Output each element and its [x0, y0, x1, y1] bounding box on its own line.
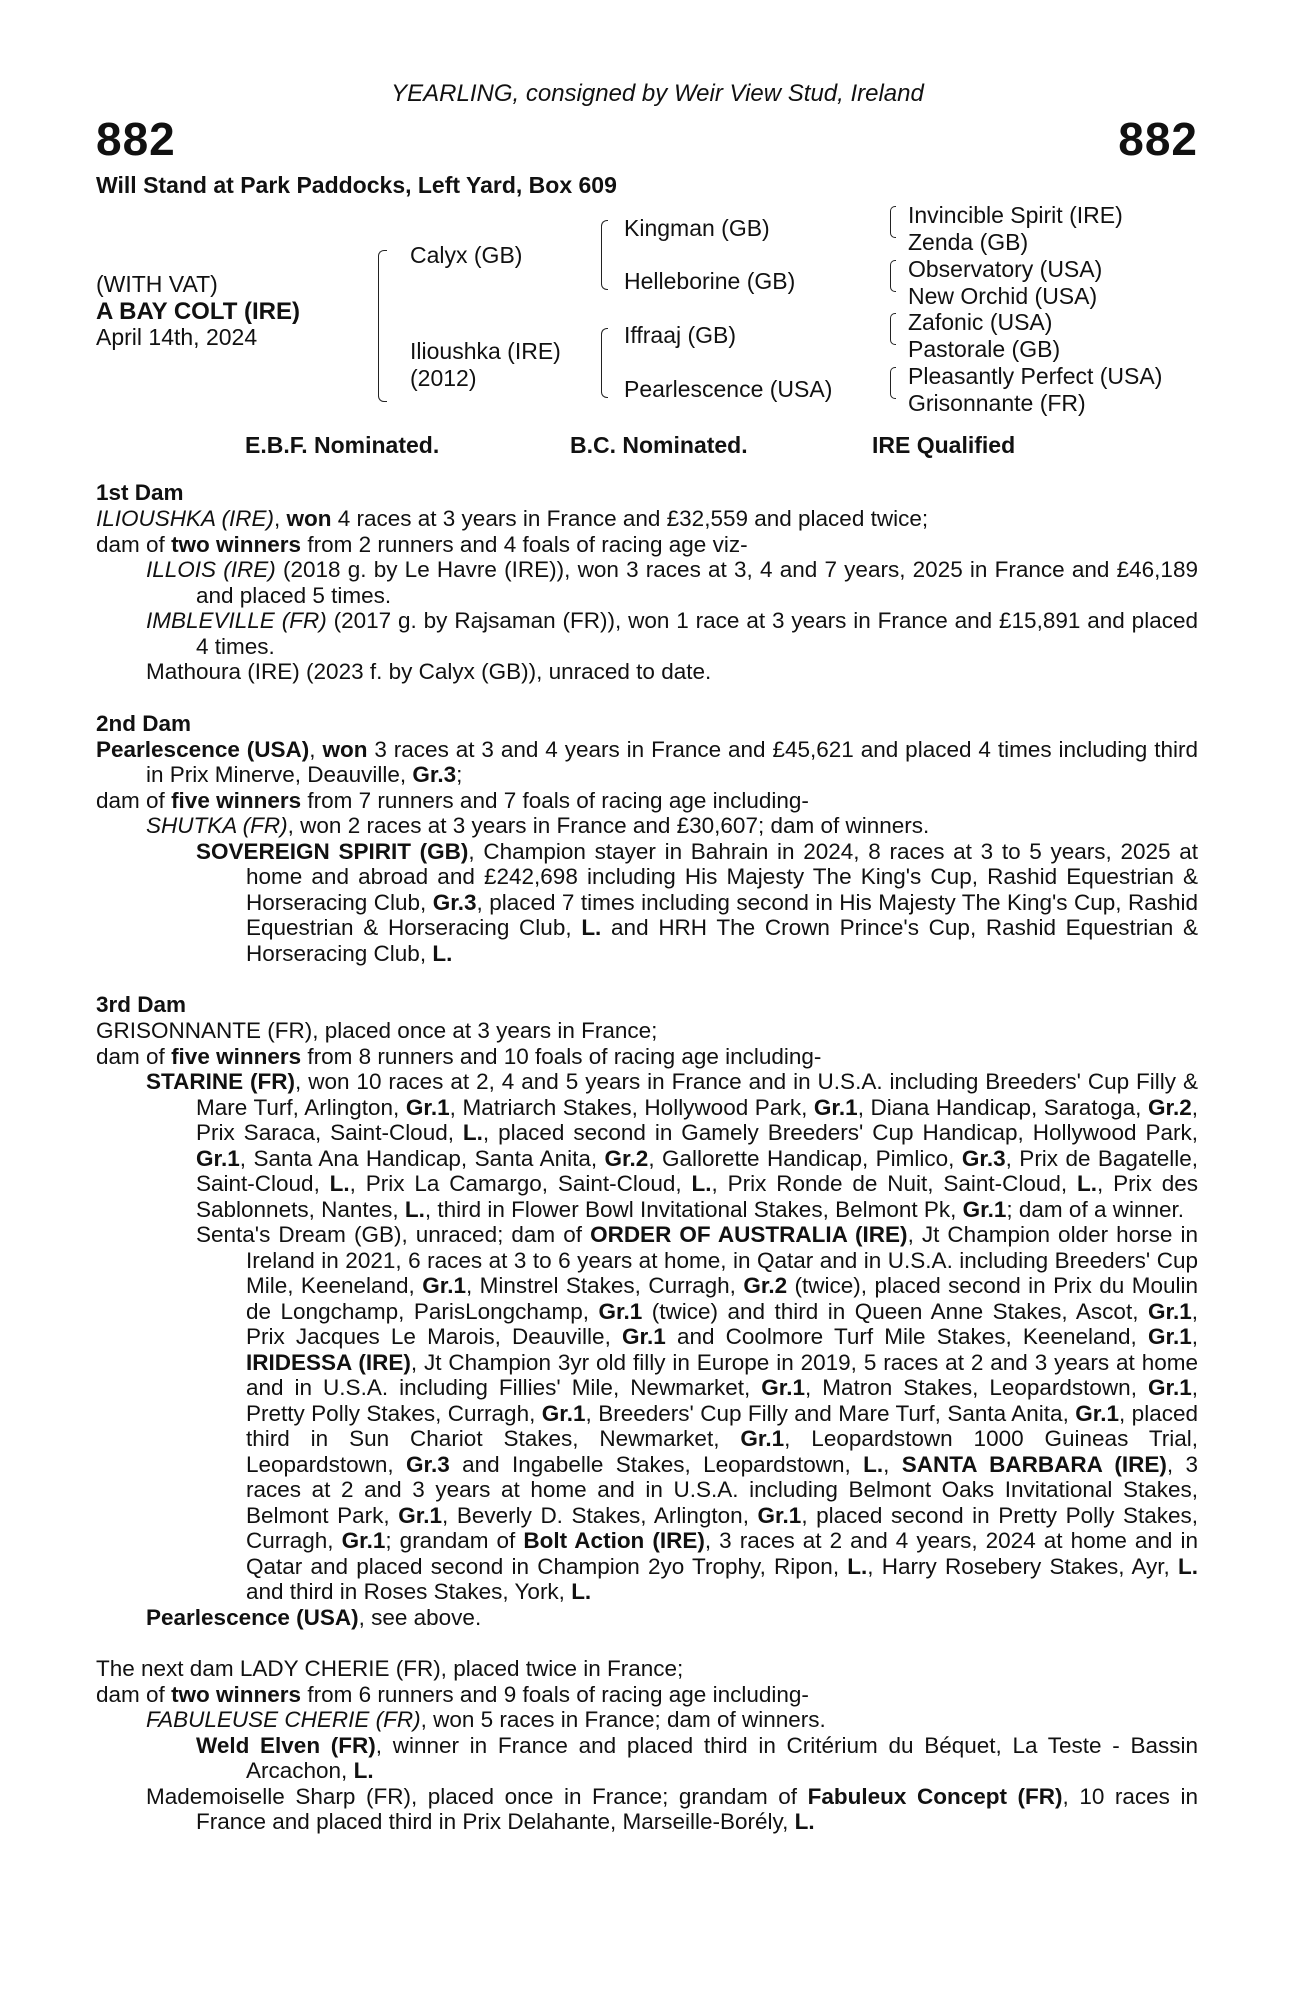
lot-number-right: 882	[1118, 113, 1198, 165]
produce-suffix: from 6 runners and 9 foals of racing age including-	[307, 1681, 809, 1707]
pedigree-brace-sire	[601, 220, 608, 290]
pedigree-sire: Calyx (GB)	[410, 242, 523, 268]
foal-record: (2017 g. by Rajsaman (FR)), won 1 race at 3 years in France and £15,891 and placed 4 times.	[196, 608, 1198, 659]
listed-label: L.	[794, 1809, 815, 1834]
listed-label: L.	[432, 940, 453, 966]
produce-suffix: from 7 runners and 7 foals of racing age including-	[307, 787, 809, 813]
pedigree-g3-3: Observatory (USA)	[908, 256, 1103, 282]
next-dam-foal-mademoiselle	[96, 1784, 1198, 1835]
pedigree-brace-dam	[601, 328, 608, 398]
foal-record: , won 5 races in France; dam of winners.	[420, 1707, 826, 1732]
pedigree-dam: Ilioushka (IRE)	[410, 338, 561, 364]
third-dam-pearlescence	[96, 1605, 1198, 1631]
produce-suffix: from 8 runners and 10 foals of racing age including-	[307, 1043, 822, 1069]
foal-record: , see above.	[358, 1604, 482, 1630]
pedigree-g3-4: New Orchid (USA)	[908, 283, 1098, 309]
first-dam-won: won	[286, 506, 332, 531]
pedigree-dam-year: (2012)	[410, 365, 477, 391]
first-dam-record: ILIOUSHKA (IRE), won 4 races at 3 years in France and £32,559 and placed twice;	[96, 506, 929, 531]
produce-prefix: dam of	[96, 1681, 165, 1707]
produce-suffix: from 2 runners and 4 foals of racing age viz-	[307, 531, 748, 557]
foal-record: , Champion stayer in Bahrain in 2024, 8 races at 3 to 5 years, 2025 at home and abroad and £242,698 including His Majesty The King's Cup, Rashid Equestrian & Horseracing Club,	[246, 838, 1198, 915]
foal-record: , won 2 races at 3 years in France and £30,607; dam of winners.	[287, 813, 930, 838]
first-dam-foal-1	[96, 557, 1198, 608]
third-dam-starine: STARINE (FR), won 10 races at 2, 4 and 5 years in France and in U.S.A. including Breeders' Cup Filly & Mare Turf, Arlington, Gr.1, Matriarch Stakes, Hollywood Park, Gr.1, Diana Handicap, Saratoga, Gr.2, Prix Saraca, Saint-Cloud, L., placed second in Gamely Breeders' Cup Handicap, Hollywood Park, Gr.1, Santa Ana Handicap, Santa Anita, Gr.2, Gallorette Handicap, Pimlico, Gr.3, Prix de Bagatelle, Saint-Cloud, L., Prix La Camargo, Saint-Cloud, L., Prix Ronde de Nuit, Saint-Cloud, L., Prix des Sablonnets, Nantes, L., third in Flower Bowl Invitational Stakes, Belmont Pk, Gr.1; dam of a winner.	[146, 1069, 1199, 1222]
winners-count: two winners	[171, 1681, 302, 1707]
produce-prefix: dam of	[96, 531, 165, 557]
pedigree-g3-1: Invincible Spirit (IRE)	[908, 202, 1123, 228]
foal-name: Weld Elven (FR)	[196, 1732, 376, 1758]
second-dam-grandfoal-1	[96, 839, 1198, 967]
foal-record: , 10 races in France and placed third in Prix Delahante, Marseille-Borély,	[196, 1783, 1198, 1834]
second-dam-foal-1	[96, 813, 1198, 839]
bc-nomination: B.C. Nominated.	[570, 432, 748, 458]
stand-location: Will Stand at Park Paddocks, Left Yard, Box 609	[96, 172, 617, 198]
listed-label: L.	[353, 1758, 374, 1783]
third-dam-heading: 3rd Dam	[96, 992, 187, 1017]
ebf-nomination: E.B.F. Nominated.	[245, 432, 440, 458]
first-dam-record-text: 4 races at 3 years in France and £32,559 and placed twice;	[337, 506, 929, 531]
pedigree-sire-dam: Helleborine (GB)	[624, 268, 796, 294]
foal-name: Pearlescence (USA)	[146, 1604, 359, 1630]
second-dam-won: won	[322, 736, 368, 762]
foal-name: SHUTKA (FR)	[146, 813, 288, 838]
foal-name: Fabuleux Concept (FR)	[807, 1783, 1063, 1809]
foal-record: Mademoiselle Sharp (FR), placed once in France; grandam of	[146, 1783, 798, 1809]
record-end: ;	[456, 762, 463, 787]
third-dam-sentas-dream: Senta's Dream (GB), unraced; dam of ORDER OF AUSTRALIA (IRE), Jt Champion older horse in Ireland in 2021, 6 races at 3 to 6 years at home, in Qatar and in U.S.A. including Breeders' Cup Mile, Keeneland, Gr.1, Minstrel Stakes, Curragh, Gr.2 (twice), placed second in Prix du Moulin de Longchamp, ParisLongchamp, Gr.1 (twice) and third in Queen Anne Stakes, Ascot, Gr.1, Prix Jacques Le Marois, Deauville, Gr.1 and Coolmore Turf Mile Stakes, Keeneland, Gr.1, IRIDESSA (IRE), Jt Champion 3yr old filly in Europe in 2019, 5 races at 2 and 3 years at home and in U.S.A. including Fillies' Mile, Newmarket, Gr.1, Matron Stakes, Leopardstown, Gr.1, Pretty Polly Stakes, Curragh, Gr.1, Breeders' Cup Filly and Mare Turf, Santa Anita, Gr.1, placed third in Sun Chariot Stakes, Newmarket, Gr.1, Leopardstown 1000 Guineas Trial, Leopardstown, Gr.3 and Ingabelle Stakes, Leopardstown, L., SANTA BARBARA (IRE), 3 races at 2 and 3 years at home and in U.S.A. including Belmont Oaks Invitational Stakes, Belmont Park, Gr.1, Beverly D. Stakes, Arlington, Gr.1, placed second in Pretty Polly Stakes, Curragh, Gr.1; grandam of Bolt Action (IRE), 3 races at 2 and 4 years, 2024 at home and in Qatar and placed second in Champion 2yo Trophy, Ripon, L., Harry Rosebery Stakes, Ayr, L. and third in Roses Stakes, York, L.	[196, 1222, 1199, 1604]
foal-record: , placed 7 times including second in His Majesty The King's Cup, Rashid Equestrian & Horseracing Club,	[246, 889, 1198, 940]
second-dam-record: Pearlescence (USA), won 3 races at 3 and 4 years in France and £45,621 and placed 4 times including third in Prix Minerve, Deauville, Gr.3;	[96, 736, 1198, 787]
grade-label: Gr.3	[432, 889, 477, 915]
horse-name: A BAY COLT (IRE)	[96, 298, 301, 325]
pedigree-brace-g1	[890, 206, 896, 238]
pedigree-brace-g3	[890, 313, 896, 345]
second-dam-produce-summary	[96, 788, 1198, 814]
catalogue-body	[96, 480, 1198, 1835]
foal-record: and HRH The Crown Prince's Cup, Rashid Equestrian & Horseracing Club,	[246, 915, 1198, 966]
next-dam-produce-summary	[96, 1682, 1198, 1708]
pedigree-brace-main	[378, 250, 387, 402]
pedigree-dam-sire: Iffraaj (GB)	[624, 322, 737, 348]
vat-note: (WITH VAT)	[96, 271, 218, 297]
third-dam-produce-summary	[96, 1044, 1198, 1070]
pedigree-g3-6: Pastorale (GB)	[908, 336, 1061, 362]
first-dam-foal-2	[96, 608, 1198, 659]
first-dam-produce-summary	[96, 532, 1198, 558]
second-dam-record-text: 3 races at 3 and 4 years in France and £45,621 and placed 4 times including third in Prix Minerve, Deauville,	[146, 736, 1198, 787]
foal-name: SOVEREIGN SPIRIT (GB)	[196, 838, 469, 864]
foaling-date: April 14th, 2024	[96, 324, 258, 350]
foal-name: FABULEUSE CHERIE (FR)	[146, 1707, 421, 1732]
ire-qualified: IRE Qualified	[872, 432, 1016, 458]
first-dam-heading: 1st Dam	[96, 480, 184, 505]
first-dam-name: ILIOUSHKA (IRE)	[96, 506, 274, 531]
next-dam-record: The next dam LADY CHERIE (FR), placed twice in France;	[96, 1656, 684, 1681]
produce-prefix: dam of	[96, 787, 165, 813]
winners-count: two winners	[171, 531, 302, 557]
pedigree-g3-2: Zenda (GB)	[908, 229, 1029, 255]
listed-label: L.	[581, 915, 602, 940]
produce-prefix: dam of	[96, 1043, 165, 1069]
pedigree-g3-5: Zafonic (USA)	[908, 309, 1053, 335]
consignment-line: YEARLING, consigned by Weir View Stud, Ireland	[391, 80, 924, 107]
pedigree-dam-dam: Pearlescence (USA)	[624, 376, 833, 402]
pedigree-g3-7: Pleasantly Perfect (USA)	[908, 363, 1163, 389]
pedigree-sire-sire: Kingman (GB)	[624, 215, 770, 241]
next-dam-foal-fabuleuse	[96, 1707, 1198, 1733]
grade-label: Gr.3	[412, 762, 457, 787]
first-dam-foal-3: Mathoura (IRE) (2023 f. by Calyx (GB)), unraced to date.	[146, 659, 712, 684]
pedigree-brace-g4	[890, 367, 896, 399]
pedigree-g3-8: Grisonnante (FR)	[908, 390, 1086, 416]
winners-count: five winners	[171, 787, 302, 813]
next-dam-grandfoal-weld	[96, 1733, 1198, 1784]
foal-record: (2018 g. by Le Havre (IRE)), won 3 races at 3, 4 and 7 years, 2025 in France and £46,189 and placed 5 times.	[196, 557, 1198, 608]
second-dam-heading: 2nd Dam	[96, 710, 192, 736]
winners-count: five winners	[171, 1043, 302, 1069]
third-dam-record: GRISONNANTE (FR), placed once at 3 years in France;	[96, 1018, 658, 1043]
second-dam-name: Pearlescence (USA)	[96, 736, 310, 762]
lot-number-left: 882	[96, 113, 176, 165]
foal-name: IMBLEVILLE (FR)	[146, 608, 327, 633]
foal-record: , winner in France and placed third in Critérium du Béquet, La Teste - Bassin Arcachon,	[246, 1732, 1198, 1783]
foal-name: ILLOIS (IRE)	[146, 557, 276, 582]
pedigree-brace-g2	[890, 260, 896, 292]
